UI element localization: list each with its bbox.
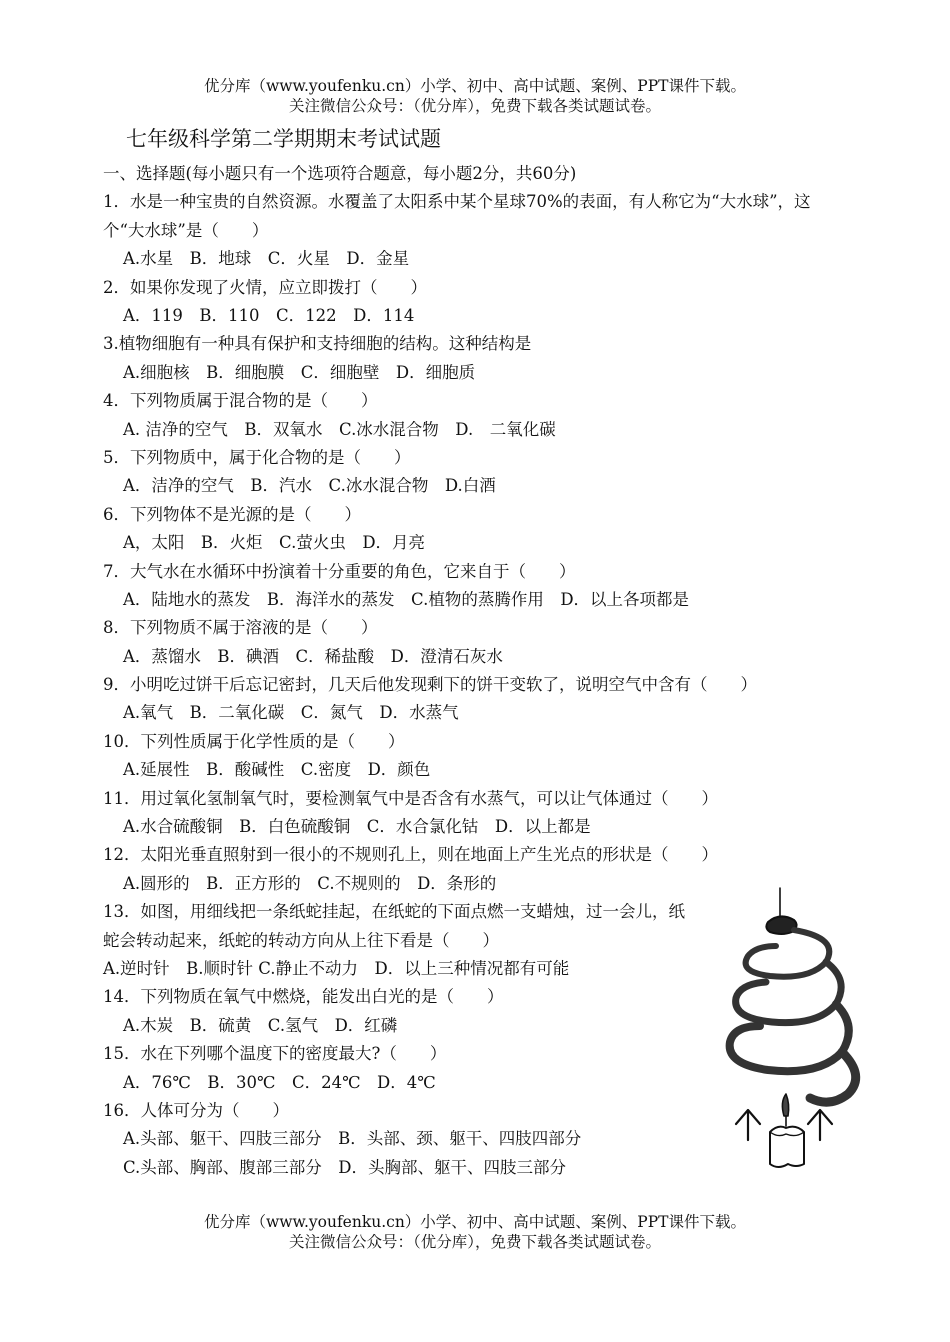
q16-stem: 16．人体可分为（ ） (103, 1100, 289, 1120)
q13-stem: 13．如图，用细线把一条纸蛇挂起，在纸蛇的下面点燃一支蜡烛，过一会儿，纸蛇会转动起来，纸蛇的转动方向从上往下看是（ ） (103, 902, 685, 950)
header-line-2: 关注微信公众号：（优分库），免费下载各类试题试卷。 (288, 97, 661, 115)
header-top (0, 76, 950, 116)
q11-options: A.水合硫酸铜 B．白色硫酸铜 C．水合氯化钴 D．以上都是 (123, 817, 591, 837)
q3-options: A.细胞核 B．细胞膜 C．细胞壁 D．细胞质 (123, 362, 476, 382)
q16-options-1: A.头部、躯干、四肢三部分 B．头部、颈、躯干、四肢四部分 (123, 1129, 582, 1149)
q15-stem: 15．水在下列哪个温度下的密度最大?（ ） (103, 1044, 447, 1064)
q5-options: A．洁净的空气 B．汽水 C.冰水混合物 D.白酒 (123, 476, 496, 496)
section-heading: 一、选择题(每小题只有一个选项符合题意，每小题2分，共60分) (103, 164, 577, 183)
q7-stem: 7．大气水在水循环中扮演着十分重要的角色，它来自于（ ） (103, 561, 576, 581)
q4-options: A. 洁净的空气 B．双氧水 C.冰水混合物 D. 二氧化碳 (123, 419, 556, 439)
q15-options: A．76℃ B．30℃ C．24℃ D．4℃ (123, 1072, 436, 1092)
q9-stem: 9．小明吃过饼干后忘记密封，几天后他发现剩下的饼干变软了，说明空气中含有（ ） (103, 675, 757, 695)
footer-line-2: 关注微信公众号：（优分库），免费下载各类试题试卷。 (288, 1233, 661, 1251)
q7-options: A．陆地水的蒸发 B．海洋水的蒸发 C.植物的蒸腾作用 D．以上各项都是 (123, 589, 690, 609)
q8-options: A．蒸馏水 B．碘酒 C．稀盐酸 D．澄清石灰水 (123, 646, 503, 666)
paper-snake-candle-icon (720, 880, 870, 1180)
q1-options: A.水星 B．地球 C．火星 D．金星 (123, 249, 410, 269)
q11-stem: 11．用过氧化氢制氧气时，要检测氧气中是否含有水蒸气，可以让气体通过（ ） (103, 788, 718, 808)
q6-stem: 6．下列物体不是光源的是（ ） (103, 504, 361, 524)
header-line-1: 优分库（www.youfenku.cn）小学、初中、高中试题、案例、PPT课件下载。 (203, 77, 747, 95)
q2-stem: 2．如果你发现了火情，应立即拨打（ ） (103, 277, 427, 297)
q12-options: A.圆形的 B．正方形的 C.不规则的 D．条形的 (123, 873, 497, 893)
footer (0, 1212, 950, 1252)
q4-stem: 4．下列物质属于混合物的是（ ） (103, 391, 378, 411)
q6-options: A，太阳 B．火炬 C.萤火虫 D．月亮 (123, 533, 426, 553)
q12-stem: 12．太阳光垂直照射到一很小的不规则孔上，则在地面上产生光点的形状是（ ） (103, 845, 718, 865)
q8-stem: 8．下列物质不属于溶液的是（ ） (103, 618, 378, 638)
q3-stem: 3.植物细胞有一种具有保护和支持细胞的结构。这种结构是 (103, 334, 532, 354)
q1-stem: 1．水是一种宝贵的自然资源。水覆盖了太阳系中某个星球70%的表面，有人称它为“大水球”，这个“大水球”是（ ） (103, 192, 811, 240)
page-title: 七年级科学第二学期期末考试试题 (126, 127, 441, 151)
footer-line-1: 优分库（www.youfenku.cn）小学、初中、高中试题、案例、PPT课件下载。 (203, 1213, 747, 1231)
q14-options: A.木炭 B．硫黄 C.氢气 D．红磷 (123, 1015, 398, 1035)
q10-stem: 10．下列性质属于化学性质的是（ ） (103, 731, 405, 751)
q9-options: A.氧气 B．二氧化碳 C．氮气 D．水蒸气 (123, 703, 459, 723)
q13-options: A.逆时针 B.顺时针 C.静止不动力 D．以上三种情况都有可能 (103, 959, 570, 978)
q14-stem: 14．下列物质在氧气中燃烧，能发出白光的是（ ） (103, 987, 504, 1007)
q5-stem: 5．下列物质中，属于化合物的是（ ） (103, 447, 411, 467)
q10-options: A.延展性 B．酸碱性 C.密度 D．颜色 (123, 760, 431, 780)
q16-options-2: C.头部、胸部、腹部三部分 D．头胸部、躯干、四肢三部分 (123, 1157, 567, 1177)
q2-options: A．119 B．110 C．122 D．114 (123, 305, 415, 325)
